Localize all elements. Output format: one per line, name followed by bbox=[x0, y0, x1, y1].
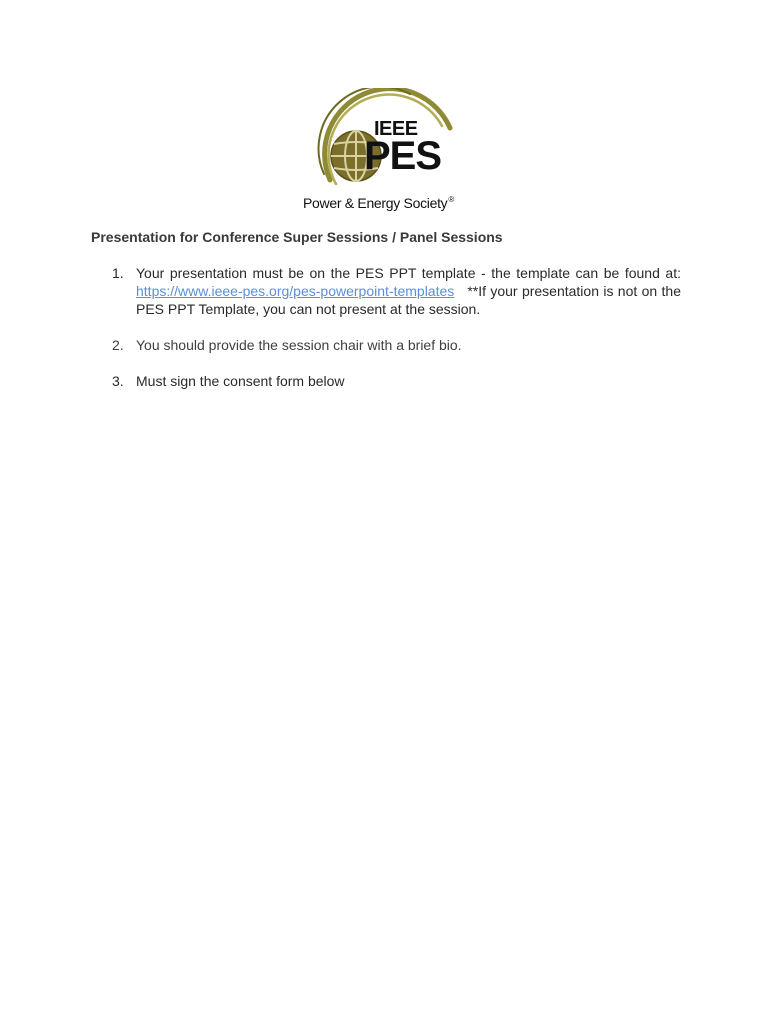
list-item-text-after: **If your presentation is not on the PES PPT Template, you can not present at the session. bbox=[136, 283, 685, 317]
list-item bbox=[91, 372, 681, 390]
list-item-text: You should provide the session chair with a brief bio. bbox=[136, 337, 462, 353]
logo-pes-text: PES bbox=[364, 134, 442, 178]
template-link[interactable]: https://www.ieee-pes.org/pes-powerpoint-templates bbox=[136, 283, 455, 299]
list-item-number: 2. bbox=[112, 337, 124, 353]
list-item-text: Must sign the consent form below bbox=[136, 373, 345, 389]
list-item bbox=[91, 264, 685, 318]
logo-society-text bbox=[303, 192, 454, 211]
logo-society-name: Power & Energy Society bbox=[303, 195, 448, 211]
logo-ieee-text: IEEE bbox=[374, 118, 418, 140]
list-item-text-before: Your presentation must be on the PES PPT template - the template can be found at: bbox=[136, 265, 681, 281]
page-heading: Presentation for Conference Super Sessions / Panel Sessions bbox=[91, 229, 503, 245]
registered-mark: ® bbox=[448, 195, 454, 204]
list-item-number: 3. bbox=[112, 373, 124, 389]
ieee-pes-logo bbox=[290, 88, 470, 216]
requirements-list bbox=[91, 264, 685, 390]
list-item-number: 1. bbox=[112, 265, 124, 281]
list-item bbox=[91, 336, 681, 354]
